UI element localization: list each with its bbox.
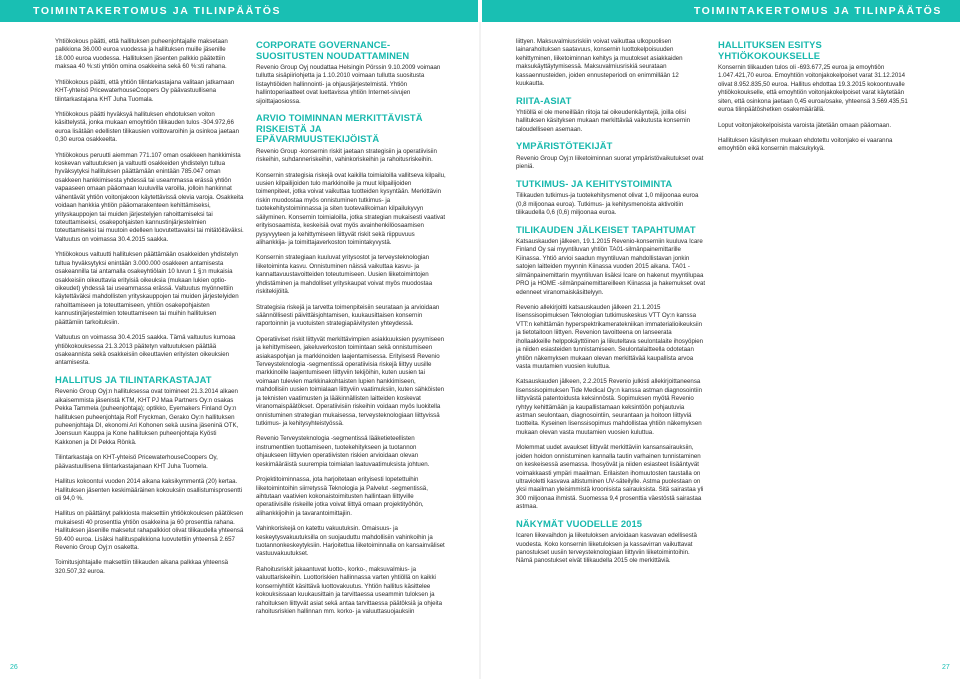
- right-header-title: TOIMINTAKERTOMUS JA TILINPÄÄTÖS: [693, 5, 942, 17]
- section-heading: HALLITUS JA TILINTARKASTAJAT: [55, 373, 212, 385]
- body-paragraph: Rahoitusriskit jakaantuvat luotto-, korko-, maksuvalmius- ja valuuttariskeihin. Luottoriskien hallinnassa varten yhtiöllä on kaikki konserniyhtiöt käsittävä luottovakuutus. Yhtiön hallitus käsittelee kokouksissaan kuukausittain ja tarvittaessa useammin tuloksen ja rahoituksen liittyvät asiat sekä antaa tarvittaessa päätöksiä ja ohjeita rahoitusriskien hallinnan mm. korko- ja valuuttasuojauksiin: [256, 565, 443, 616]
- body-paragraph: Valtuutus on voimassa 30.4.2015 saakka. Tämä valtuutus kumoaa yhtiökokouksessa 21.3.2013 päätetyn valtuutuksen päättää osakeannista sekä osakkeisiin oikeuttavien erityisten oikeuksien antamisesta.: [55, 334, 236, 367]
- text-column: [718, 38, 908, 663]
- body-paragraph: liittyen. Maksuvalmiusriskiin voivat vaikuttaa ulkopuolisen lainarahoituksen saatavuus, konsernin luottokelpoisuuden kehittyminen, liiketoiminnan kehitys ja muutokset asiakkaiden maksukäyttäytymisessä. Maksuvalmiusriskiä seurataan kassaennusteiden, joiden ennusteperiodi on enimmillään 12 kuukautta.: [516, 38, 683, 88]
- body-paragraph: Loput voitonjakokelpoisista varoista jätetään omaan pääomaan.: [718, 121, 892, 129]
- body-paragraph: Konsernin tilikauden tulos oli -693.677,25 euroa ja emoyhtiön 1.047.421,70 euroa. Emoyhtiön voitonjakokelpoiset varat 31.12.2014 olivat 8.952.835,50 euroa. Hallitus ehdottaa 19.3.2015 kokoontuvalle yhtiökokoukselle, että emoyhtiön voitonjakokelpoiset varat käytetään siten, että osinkona jaetaan 0,45 euroa/osake, yhteensä 3.569.435,51 euroa tilinpäätöshetken osakemäärällä.: [718, 64, 908, 114]
- section-heading: NÄKYMÄT VUODELLE 2015: [516, 517, 643, 529]
- section-heading: TILIKAUDEN JÄLKEISET TAPAHTUMAT: [516, 223, 696, 235]
- body-paragraph: Vahinkoriskejä on katettu vakuutuksin. Omaisuus- ja keskeytysvakuutuksilla on suojauduttu mahdollisiin vahinkoihin ja tuotannonkeskeytyksiin. Harjoitettua liiketoiminnalla on kansainväliset vastuuvakuutukset.: [256, 525, 445, 558]
- body-paragraph: Revenio Group Oyj:n liiketoiminnan suorat ympäristövaikutukset ovat pieniä.: [516, 154, 704, 171]
- section-heading: RIITA-ASIAT: [516, 94, 572, 106]
- text-column: [256, 38, 446, 663]
- body-paragraph: Yhtiöllä ei ole meneillään riitoja tai oikeudenkäyntejä, joilla olisi hallituksen käsityksen mukaan merkittävää vaikutusta konsernin taloudelliseen asemaan.: [516, 109, 691, 133]
- body-paragraph: Revenio Group Oyj noudattaa Helsingin Pörssin 9.10.2009 voimaan tullutta sisäpiiriohjetta ja 1.10.2010 voimaan tullutta suositusta listayhtiöiden hallinnointi- ja ohjausjärjestelmistä. Yhtiön hallintoperiaatteet ovat luettavissa yhtiön Internet-sivujen sijoittajaosiossa.: [256, 64, 441, 105]
- text-column: [55, 38, 245, 663]
- body-paragraph: Konsernin strategiaan kuuluvat yritysostot ja terveysteknologian liiketoiminta kasvu. Onnistuminen näissä vaikuttaa kasvu- ja kannattavuustavoitteiden toteutumiseen. Uusien liiketoimintojen yhdistäminen ja mahdolliset yrityskaupat voivat myös muodostaa riskitekijöitä.: [256, 254, 433, 296]
- section-heading: TUTKIMUS- JA KEHITYSTOIMINTA: [516, 177, 673, 189]
- page-number-left: 26: [10, 664, 18, 671]
- left-header-bar: [0, 0, 478, 22]
- section-heading: YMPÄRISTÖTEKIJÄT: [516, 140, 613, 152]
- body-paragraph: Revenio allekirjoitti katsauskauden jälkeen 21.1.2015 lisenssisopimuksen Teknologian tutkimuskeskus VTT Oy:n kanssa VTT:n kehittämän hyperspektrikameratekniikan immaterialioikeuksiin ja tietotaitoon liittyen. Revenion tavoitteena on lanseerata ihollaakkeille helppokäyttöinen ja liikuteltava seulontalaite ihosyöpien ja niiden esiasteiden tunnistamiseen. Seulontalaitteella odotetaan yhtiön näkemyksen mukaan olevan merkittävää kaupallista arvoa vasta muutamien vuosien kuluttua.: [516, 303, 704, 370]
- body-paragraph: Yhtiökokous päätti, että hallituksen puheenjohtajalle maksetaan palkkiona 36.000 euroa vuodessa ja hallituksen muille jäsenille 18.000 euroa vuodessa. Hallituksen jäsenten palkkio päätettiin maksaa 40 %:sti yhtiön omina osakkeina sekä 60 %:sti rahana.: [55, 38, 228, 71]
- body-paragraph: Hallitus kokoontui vuoden 2014 aikana kaksikymmentä (20) kertaa. Hallituksen jäsenten keskimääräinen kokouksiin osallistumisprosentti oli 94,0 %.: [55, 478, 243, 502]
- body-paragraph: Revenio Group Oyj:n hallituksessa ovat toimineet 21.3.2014 alkaen aikaisemmista jäsenistä KTM, KHT PJ Maa Partners Oy:n osakas Pekka Tammela (puheenjohtaja); optikko, Eyemakers Finland Oy:n hallituksen puheenjohtaja Rolf Fryckman, Gerako Oy:n hallituksen puheenjohtaja DI, ekonomi Ari Kohonen sekä uusina jäseninä OTK, Joensuun Kauppa ja Kone hallituksen puheenjohtaja Kyösti Kakkonen ja DI Pekka Rönkä.: [55, 388, 239, 446]
- body-paragraph: Konsernin strategisia riskejä ovat kaikilla toimialoilla vallitseva kilpailu, uusien kilpailijoiden tulo markkinoille ja muut kilpailijoiden toimenpiteet, jotka voivat vaikuttaa tuotteiden kysyntään. Merkittävin riskin muodostaa myös onnistuminen tutkimus- ja tuotekehitystoiminnassa ja siten tuotevalikoiman kilpailukyvyn säilyminen. Konsernin toimialoilla, jotka strategian mukaisesti vaativat erityisosaamista, keskeisiä ovat myös avainhenkilöosaamisen pysyvyyteen ja kehittymiseen liittyvät riskit sekä riippuvuus alihankkija- ja toimittajaverkoston toimintakyvystä.: [256, 171, 446, 246]
- body-paragraph: Molemmat uudet avaukset liittyvät merkittäviin kansansairauksiin, joiden hoidon onnistuminen kannalla tautin varhainen tunnistaminen on keskeisessä asemassa. Ihosyövät ja niiden esiasteet lisääntyvät voimakkaasti ympäri maailman. Erilaisten ihomuutosten taustalla on ultravioletti kasvava altistuminen UV-säteilylle. Astma puolestaan on yksi maailman yleisimmistä kroonisista sairauksista. Sitä sairastaa yli 300 miljoonaa ihmistä. Suomessa 9,4 prosenttia väestöstä sairastaa astmaa.: [516, 444, 704, 511]
- body-paragraph: Tilintarkastaja on KHT-yhteisö PricewaterhouseCoopers Oy, päävastuullisena tilintarkastajanaan KHT Juha Tuomela.: [55, 454, 218, 470]
- body-paragraph: Yhtiökokous päätti, että yhtiön tilintarkastajana valitaan jatkamaan KHT-yhteisö PricewaterhouseCoopers Oy päävastuullisena tilintarkastajana KHT Juha Tuomala.: [55, 78, 235, 103]
- body-paragraph: Yhtiökokous päätti hyväksyä hallituksen ehdotuksen voiton käsittelystä, jonka mukaan emoyhtiön tilikauden tulos -304.972,66 euroa lisätään edellisten tilikausien voittovaroihin ja osinkoa jaetaan 0,30 euroa osakkeelta.: [55, 110, 239, 144]
- section-heading: HALLITUKSEN ESITYS YHTIÖKOKOUKSELLE: [718, 39, 822, 61]
- body-paragraph: Hallituksen käsityksen mukaan ehdotettu voitonjako ei vaaranna emoyhtiön eikä konsernin maksukykyä.: [718, 137, 893, 153]
- body-paragraph: Strategisia riskejä ja tarvetta toimenpiteisiin seurataan ja arvioidaan säännöllisesti päivittäisjohtamisen, kuukausittaisen konsernin raportoinnin ja vuotuisten strategiapäivitysten yhteydessä.: [256, 303, 440, 328]
- section-heading: CORPORATE GOVERNANCE-SUOSITUSTEN NOUDATTAMINEN: [256, 39, 410, 61]
- body-paragraph: Icaren liikevaihdon ja liiketuloksen arvioidaan kasvavan edellisestä vuodesta. Koko konsernin liiketuloksen ja kassavirran vaikuttavat panostukset uusiin terveysteknologiaan liittyviin liiketoimintoihin. Nämä panostukset eivät tilikaudella 2015 ole merkittäviä.: [516, 532, 697, 565]
- body-paragraph: Katsauskauden jälkeen, 19.1.2015 Revenio-konserniin kuuluva Icare Finland Oy sai myyntiluvan yhtiön TA01-silmänpainemittarille Kiinassa. Yhtiö arvioi saadun myyntiluvan mahdollistavan jonkin satojen laitteiden myynnin Kiinassa vuoden 2015 aikana. TA01 -silmänpainemittarin myyntiluvan lisäksi Icare on hakenut myyntilupaa PRO ja HOME -silmänpainemittareilleen Kiinassa ja hakemukset ovat edenneet viranomaiskäsittelyyn.: [516, 238, 706, 296]
- body-paragraph: Revenio Terveysteknologia -segmentissä lääketieteellisten instrumenttien tuottamiseen, tuotekehitykseen ja tuotannon ohjaukseen liittyvien operatiivisten riskien arvioidaan olevan keskimääräistä suurempia toimialan laatuvaatimuksista johtuen.: [256, 435, 430, 468]
- body-paragraph: Operatiiviset riskit liittyvät merkittävimpien asiakkuuksien pysymiseen ja kehittymiseen, jakeluverkoston toimintaan sekä onnistumiseen asiakaspohjan ja markkinoiden laajentamisessa. Erityisesti Revenio Terveysteknologia -segmentissä operatiivisia riskejä liittyy uusille markkinoille laajentumiseen liittyviin tekijöihin, kuten uusien tai voimaan tulevien markkinakohtaisten lupien hankkimiseen, mahdollisiin uusien toimialaan liittyviin vaatimuksiin, kuten sähköisten ja teknisten vaatimusten ja lääkinnällisten laitteiden koskevat viranomaispäätökset. Operatiivisiin riskeihin voidaan myös luokitella onnistuminen strategian mukaisessa, terveysteknologiaan liittyvissä tutkimus- ja kehitysyhteistyössä.: [256, 335, 445, 427]
- page-fold: [479, 22, 481, 679]
- text-column: [516, 38, 706, 663]
- body-paragraph: Katsauskauden jälkeen, 2.2.2015 Revenio julkisti allekirjoittaneensa lisenssisopimuksen Tide Medical Oy:n kanssa astman diagnosointiin liittyvästä patentoidusta keksinnöstä. Sopimuksen myötä Revenio ryhtyy kehittämään ja kaupallistamaan keksintöön pohjautuvia astman seulontaan, diagnosointiin, seurantaan ja hoitoon liittyviä tuotteita. Kyseinen lisenssisopimus mahdollistaa yhtiön näkemyksen mukaan olevan vasta muutamien vuosien kuluttua.: [516, 378, 703, 436]
- right-header-bar: [482, 0, 960, 22]
- page-number-right: 27: [942, 664, 950, 671]
- body-paragraph: Yhtiökokous valtuutti hallituksen päättämään osakkeiden yhdistelyn tultua hyväksytyksi enintään 3.000.000 osakkeen antamisesta osakeannilla tai antamalla osakeyhtiölain 10 luvun 1 §:n mukaisia osakkeisiin oikeuttavia erityisiä oikeuksia (mukaan lukien optio-oikeudet) yhdessä tai useammassa erässä. Valtuutus myönnettiin käytettäväksi mahdollisten yrityskauppojen tai muiden järjestelyiden rahoittamiseen ja toteuttamiseen, yhtiön osakepohjaisten kannustinjärjestelmien toteuttamiseen tai muihin hallituksen päättämiin tarkoituksiin.: [55, 251, 239, 326]
- body-paragraph: Projektitoiminnassa, jota harjoitetaan erityisesti lopetettuihin liiketoimintoihin siirretyssä Teknologia ja Palvelut -segmentissä, aihtutaan vaativien kokonaistoimitusten hallintaan liittyville operatiivisille riskeille jotka voivat liittyä omaan projektityöhön, alihankkijoihin ja tavarantoimittajiin.: [256, 476, 428, 517]
- body-paragraph: Yhtiökokous peruutti aiemman 771.107 oman osakkeen hankkimista koskevan valtuutuksen ja valtuutti osakkeiden yhdistelyn tultua hyväksytyksi hallituksen päättämään enintään 785.047 oman osakkeen hankkimisesta yhdessä tai useammassa erässä yhtiön vapaaseen omaan pääomaan kuuluvilla varoilla, jolloin hankinnat vähentävät yhtiön voitonjakoon käytettävissä olevia varoja. Osakkeita voidaan hankkia yhtiön pääomarakenteen kehittämiseksi, yrityskauppojen tai muiden järjestelyjen rahoittamiseksi tai toteuttamiseksi, osakepohjaisten kannustinjärjestelmien toteuttamiseksi tai muutoin edelleen luovutettavaksi tai mitätöitäväksi. Valtuutus on voimassa 30.4.2015 saakka.: [55, 151, 244, 243]
- body-paragraph: Hallitus on päättänyt palkkiosta maksettiin yhtiökokouksen päätöksen mukaisesti 40 prosenttia yhtiön osakkeina ja 60 prosenttia rahana. Hallituksen jäsenille maksetut rahapalkkiot olivat tilikaudella yhteensä 59.400 euroa. Lisäksi hallituspalkkiona luovutettiin yhteensä 2.657 Revenio Group Oyj:n osaketta.: [55, 510, 244, 552]
- left-header-title: TOIMINTAKERTOMUS JA TILINPÄÄTÖS: [33, 5, 282, 17]
- body-paragraph: Toimitusjohtajalle maksettiin tilikauden aikana palkkaa yhteensä 320.507,32 euroa.: [55, 559, 229, 575]
- body-paragraph: Tilikauden tutkimus-ja tuotekehitysmenot olivat 1,0 miljoonaa euroa (0,8 miljoonaa euroa). Tutkimus- ja kehitysmenoista aktivoitiin tilikaudella 0,6 (0,6) miljoonaa euroa.: [516, 192, 699, 217]
- section-heading: ARVIO TOIMINNAN MERKITTÄVISTÄ RISKEISTÄ JA EPÄVARMUUSTEKIJÖISTÄ: [256, 112, 423, 145]
- body-paragraph: Revenio Group -konsernin riskit jaetaan strategisiin ja operatiivisiin riskeihin, suhdanneriskeihin, vahinkoriskeihin ja rahoitusriskeihin.: [256, 147, 437, 164]
